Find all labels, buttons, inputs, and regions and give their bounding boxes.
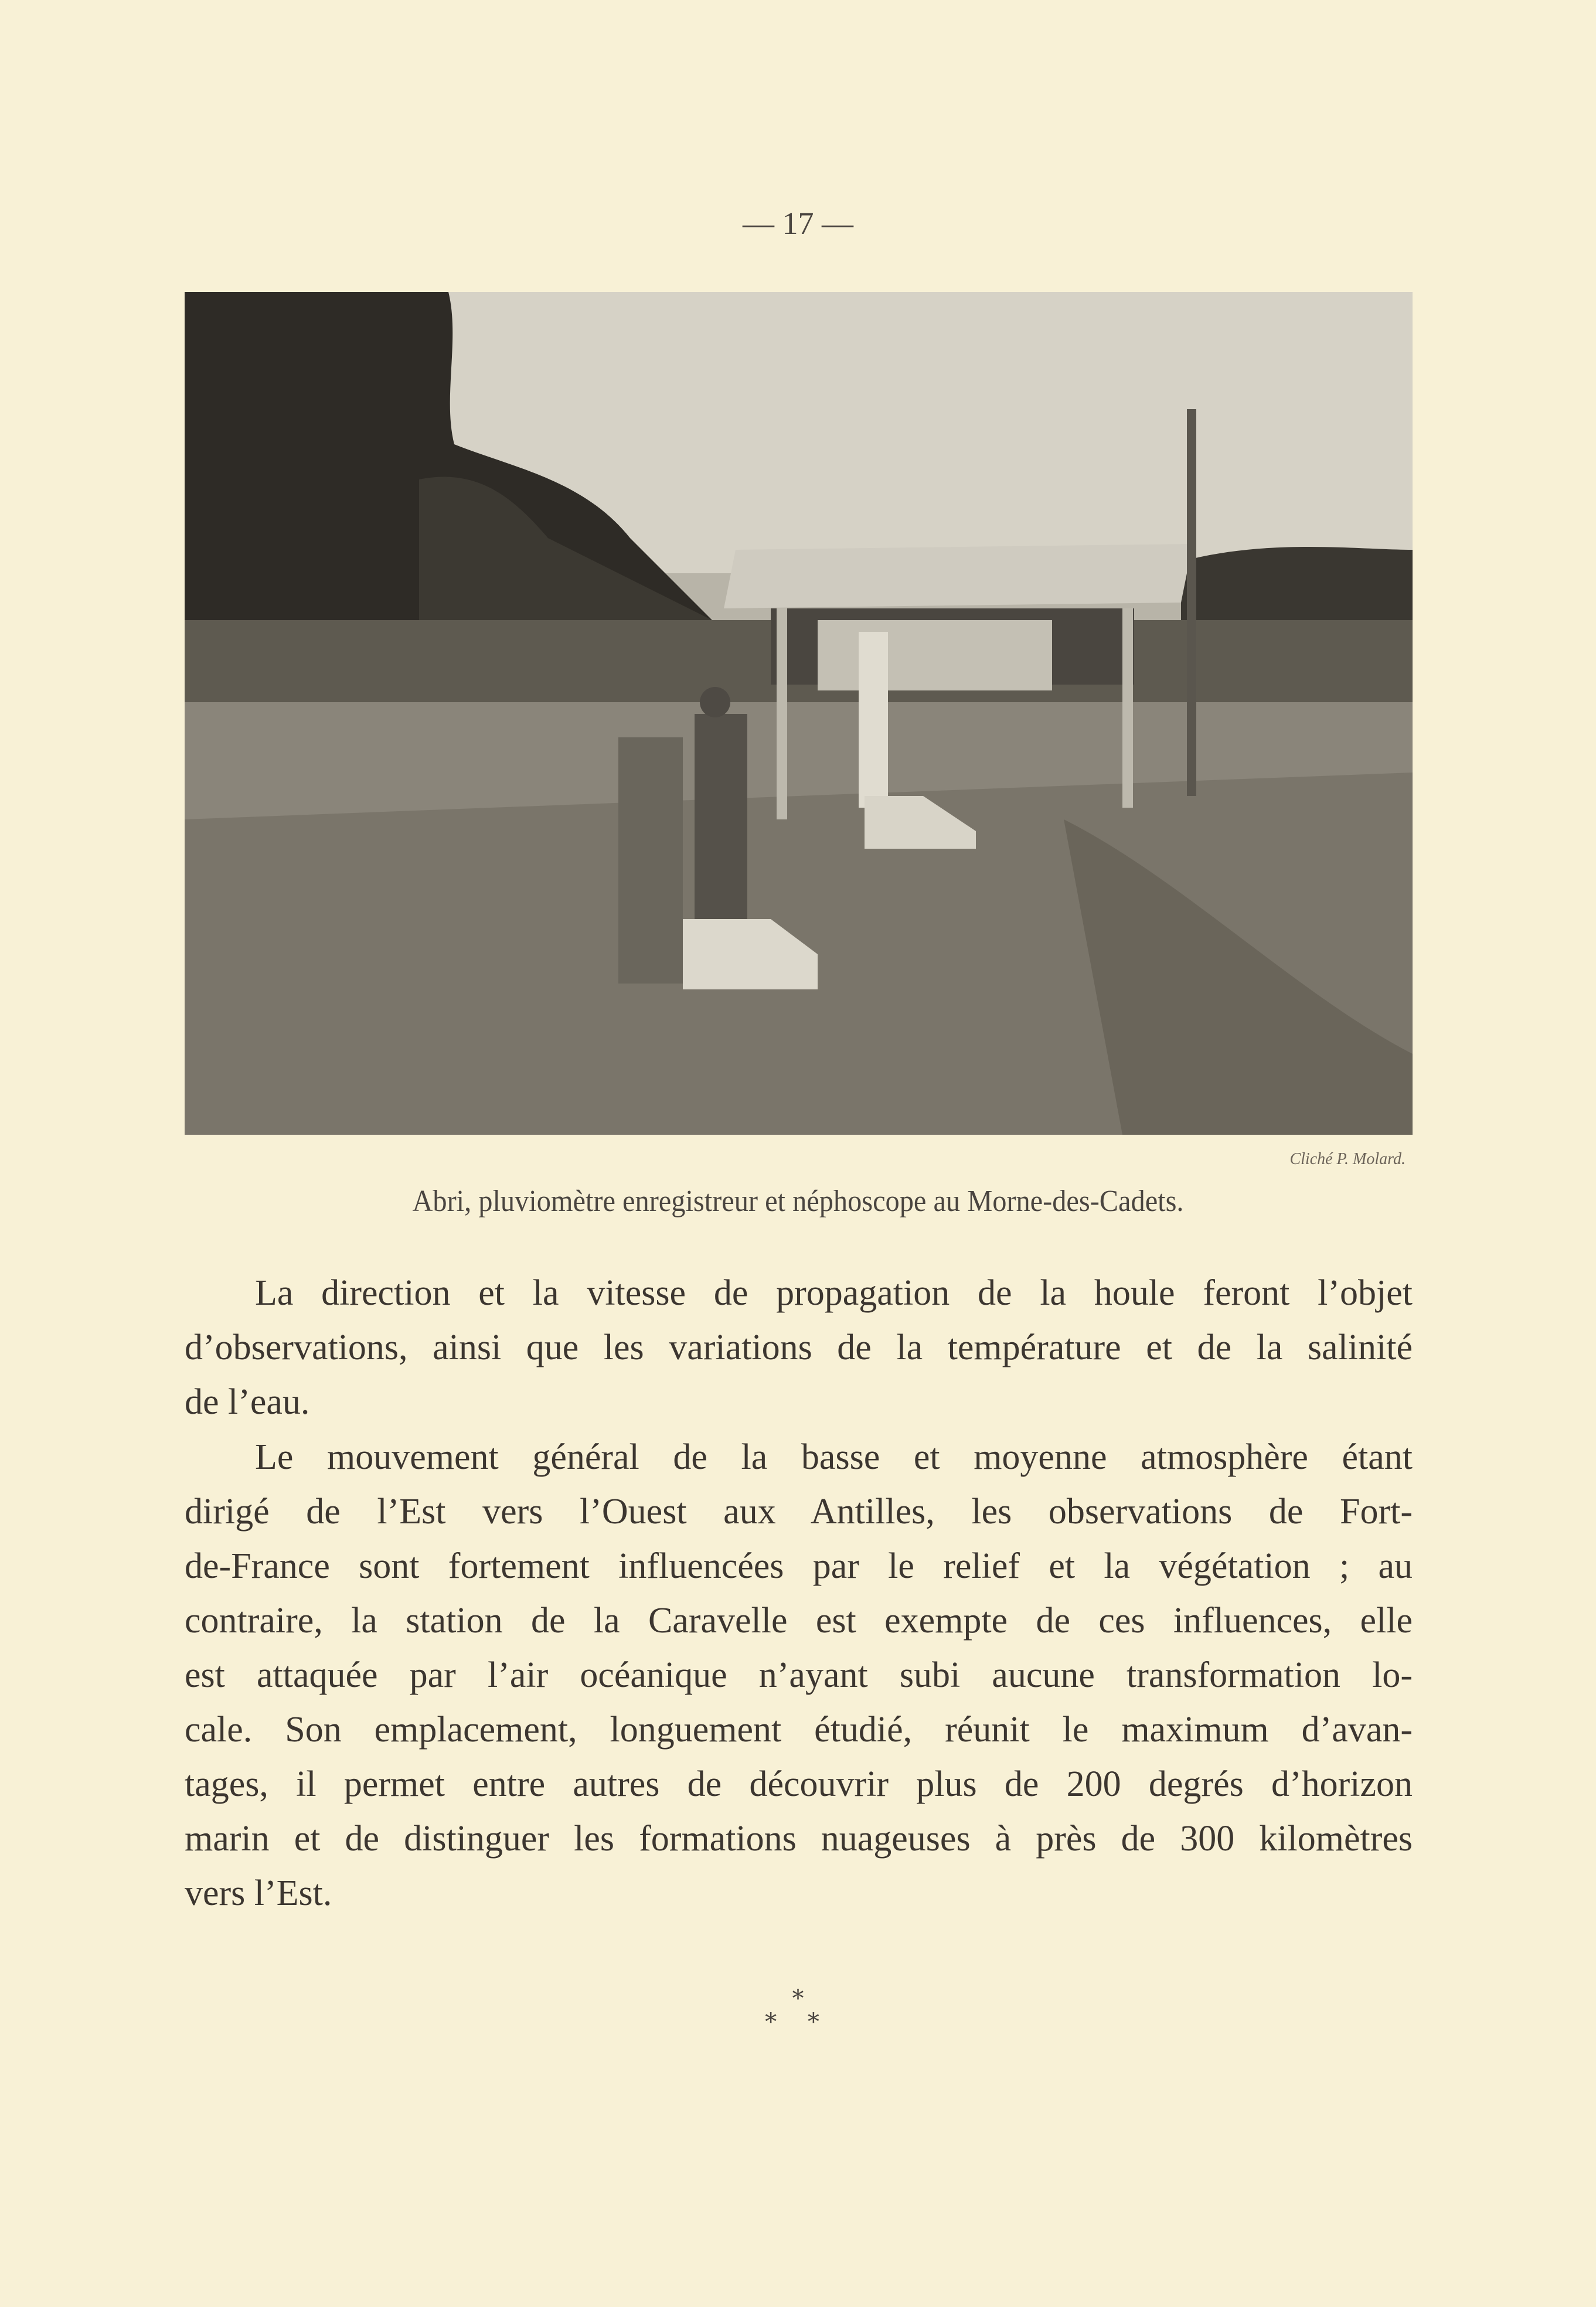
text-line: de-France sont fortement influencées par le relief et la végétation ; au	[185, 1546, 1413, 1586]
photo-credit: Cliché P. Molard.	[1289, 1150, 1406, 1168]
asterism-top: *	[792, 1985, 804, 2012]
text-line: La direction et la vitesse de propagation de la houle feront l’objet	[255, 1273, 1413, 1313]
paragraph-2	[185, 1430, 1413, 1921]
text-line: de l’eau.	[185, 1382, 310, 1422]
text-line: marin et de distinguer les formations nuageuses à près de 300 kilomètres	[185, 1819, 1413, 1859]
figure-caption: Abri, pluviomètre enregistreur et néphoscope au Morne-des-Cadets.	[412, 1185, 1184, 1218]
text-line: Le mouvement général de la basse et moyenne atmosphère étant	[255, 1437, 1413, 1477]
text-line: contraire, la station de la Caravelle est exempte de ces influences, elle	[185, 1601, 1413, 1641]
text-line: tages, il permet entre autres de découvrir plus de 200 degrés d’horizon	[185, 1764, 1413, 1804]
text-line: est attaquée par l’air océanique n’ayant subi aucune transformation lo-	[185, 1655, 1413, 1695]
asterism	[0, 1987, 1596, 2034]
text-line: dirigé de l’Est vers l’Ouest aux Antilles, les observations de Fort-	[185, 1492, 1413, 1532]
page-number: — 17 —	[743, 206, 853, 241]
photograph-weather-station	[185, 292, 1413, 1135]
paragraph-1	[185, 1266, 1413, 1430]
asterism-bottom: * *	[765, 2009, 831, 2036]
text-line: cale. Son emplacement, longuement étudié, réunit le maximum d’avan-	[185, 1710, 1413, 1750]
text-line: d’observations, ainsi que les variations de la température et de la salinité	[185, 1328, 1413, 1367]
text-line: vers l’Est.	[185, 1873, 332, 1913]
